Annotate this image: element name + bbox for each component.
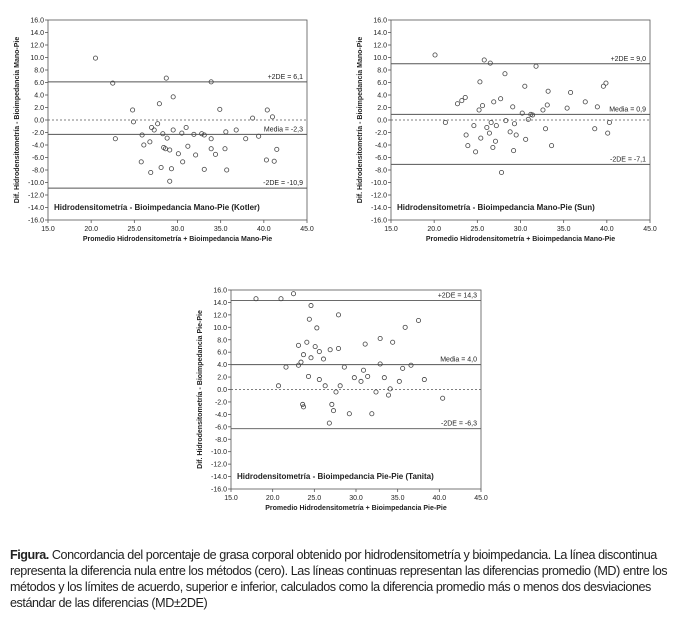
data-point xyxy=(328,348,332,352)
y-tick-label: 6.0 xyxy=(34,80,44,87)
y-tick-label: 10.0 xyxy=(30,55,44,62)
data-point xyxy=(169,167,173,171)
data-point xyxy=(479,136,483,140)
y-tick-label: -2.0 xyxy=(214,399,227,407)
data-point xyxy=(370,412,374,416)
x-tick-label: 20.0 xyxy=(265,495,280,502)
caption-text: Concordancia del porcentaje de grasa corporal obtenido por hidrodensitometría y bioimpedancia. La línea discontinua representa la diferencia nula entre los métodos (cero). Las líneas continuas representan las diferencias promedio (MD) entre los métodos y los límites de acuerdo, superior e inferior, calculados como la diferencia promedio más o menos dos desviaciones estándar de las diferencias (MD±2DE) xyxy=(10,548,668,610)
y-tick-label: 0.0 xyxy=(377,117,387,125)
agreement-line-label: Media = -2,3 xyxy=(263,126,303,134)
data-point xyxy=(347,412,351,416)
y-axis-label: Dif. Hidrodensitometría - Bioimpedancia Mano-Pie xyxy=(14,36,21,204)
x-tick-label: 15.0 xyxy=(384,226,398,233)
y-tick-label: 8.0 xyxy=(34,67,44,75)
data-point xyxy=(317,349,321,353)
data-point xyxy=(363,342,367,346)
data-point xyxy=(514,133,518,137)
data-point xyxy=(148,140,152,144)
x-tick-label: 25.0 xyxy=(307,495,322,502)
data-point xyxy=(503,72,507,76)
data-point xyxy=(161,132,165,136)
y-tick-label: 12.0 xyxy=(213,312,227,320)
y-tick-label: -4.0 xyxy=(214,411,227,419)
y-tick-label: -8.0 xyxy=(31,167,44,175)
data-point xyxy=(156,122,160,126)
y-axis-label: Dif. Hidrodensitometría - Bioimpedancia Mano-Pie xyxy=(357,36,364,204)
data-point xyxy=(202,167,206,171)
y-tick-label: -6.0 xyxy=(214,424,227,432)
y-tick-label: -12.0 xyxy=(371,192,387,200)
data-point xyxy=(315,326,319,330)
data-point xyxy=(477,108,481,112)
y-tick-label: 2.0 xyxy=(377,105,387,112)
agreement-line-label: +2DE = 9,0 xyxy=(610,55,646,63)
x-tick-label: 20.0 xyxy=(427,226,441,233)
data-point xyxy=(171,95,175,99)
y-tick-label: -14.0 xyxy=(371,205,387,212)
y-tick-label: 10.0 xyxy=(373,55,387,62)
data-point xyxy=(606,131,610,135)
data-point xyxy=(416,318,420,322)
data-point xyxy=(113,137,117,141)
data-point xyxy=(251,116,255,120)
data-point xyxy=(307,317,311,321)
data-point xyxy=(549,144,553,148)
x-tick-label: 45.0 xyxy=(300,226,314,233)
x-tick-label: 15.0 xyxy=(224,495,238,502)
x-tick-label: 35.0 xyxy=(213,226,228,233)
data-point xyxy=(489,120,493,124)
agreement-line-label: +2DE = 14,3 xyxy=(437,292,477,300)
data-point xyxy=(526,117,530,121)
data-point xyxy=(336,313,340,317)
y-tick-label: 8.0 xyxy=(217,337,227,345)
data-point xyxy=(583,100,587,104)
data-point xyxy=(223,147,227,151)
data-point xyxy=(164,76,168,80)
y-tick-label: 12.0 xyxy=(30,42,44,50)
data-point xyxy=(546,89,550,93)
data-point xyxy=(317,377,321,381)
x-tick-label: 30.0 xyxy=(170,226,185,233)
agreement-line-label: Media = 4,0 xyxy=(440,356,477,364)
data-point xyxy=(403,325,407,329)
data-point xyxy=(150,125,154,129)
data-point xyxy=(565,106,569,110)
data-point xyxy=(152,128,156,132)
chart-2 xyxy=(357,18,657,244)
data-point xyxy=(165,136,169,140)
data-point xyxy=(378,336,382,340)
data-point xyxy=(474,150,478,154)
x-tick-label: 35.0 xyxy=(556,226,571,233)
data-point xyxy=(480,104,484,108)
data-point xyxy=(359,379,363,383)
y-tick-label: 2.0 xyxy=(217,374,227,382)
data-point xyxy=(140,133,144,137)
data-point xyxy=(327,421,331,425)
y-tick-label: -14.0 xyxy=(211,474,227,482)
chart-title: Hidrodensitometría - Bioimpedancia Mano-Pie (Sun) xyxy=(397,203,595,212)
data-point xyxy=(352,376,356,380)
caption-label: Figura. xyxy=(10,548,49,562)
y-tick-label: 2.0 xyxy=(34,105,44,112)
data-point xyxy=(309,356,313,360)
y-tick-label: 4.0 xyxy=(34,92,44,100)
figure-caption xyxy=(10,547,672,611)
data-point xyxy=(225,168,229,172)
x-tick-label: 15.0 xyxy=(41,226,55,233)
data-point xyxy=(305,340,309,344)
data-point xyxy=(366,374,370,378)
data-point xyxy=(306,374,310,378)
data-point xyxy=(568,90,572,94)
x-tick-label: 40.0 xyxy=(432,495,447,502)
data-point xyxy=(301,402,305,406)
data-point xyxy=(441,396,445,400)
x-tick-label: 30.0 xyxy=(513,226,528,233)
y-tick-label: -16.0 xyxy=(211,486,227,494)
y-tick-label: -8.0 xyxy=(214,436,227,444)
data-point xyxy=(378,362,382,366)
data-point xyxy=(595,105,599,109)
data-point xyxy=(93,56,97,60)
data-point xyxy=(142,143,146,147)
data-point xyxy=(334,390,338,394)
data-point xyxy=(545,103,549,107)
y-tick-label: -16.0 xyxy=(28,217,44,225)
data-point xyxy=(391,340,395,344)
data-point xyxy=(499,97,503,101)
y-tick-label: -10.0 xyxy=(28,180,44,187)
data-point xyxy=(301,353,305,357)
x-axis-label: Promedio Hidrodensitometría + Bioimpedancia Mano-Pie xyxy=(425,236,616,243)
data-point xyxy=(168,179,172,183)
data-point xyxy=(422,377,426,381)
data-point xyxy=(512,122,516,126)
y-tick-label: 14.0 xyxy=(30,30,44,37)
data-point xyxy=(488,61,492,65)
data-point xyxy=(463,95,467,99)
x-axis-label: Promedio Hidrodensitometría + Bioimpedancia Pie-Pie xyxy=(265,505,447,512)
data-point xyxy=(504,119,508,123)
data-point xyxy=(313,344,317,348)
data-point xyxy=(218,107,222,111)
data-point xyxy=(321,357,325,361)
x-tick-label: 20.0 xyxy=(84,226,98,233)
data-point xyxy=(523,84,527,88)
data-point xyxy=(176,152,180,156)
data-point xyxy=(275,147,279,151)
agreement-line-label: Media = 0,9 xyxy=(609,106,646,114)
y-tick-label: 12.0 xyxy=(373,42,387,50)
y-tick-label: 6.0 xyxy=(377,80,387,87)
agreement-line-label: -2DE = -7,1 xyxy=(610,156,646,164)
y-tick-label: 14.0 xyxy=(213,299,227,307)
data-point xyxy=(171,128,175,132)
y-tick-label: -10.0 xyxy=(211,449,227,457)
data-point xyxy=(149,170,153,174)
data-point xyxy=(543,127,547,131)
y-tick-label: -12.0 xyxy=(28,192,44,200)
data-point xyxy=(494,124,498,128)
data-point xyxy=(131,120,135,124)
data-point xyxy=(291,292,295,296)
y-tick-label: -16.0 xyxy=(371,217,387,225)
data-point xyxy=(331,409,335,413)
x-tick-label: 45.0 xyxy=(643,226,657,233)
data-point xyxy=(309,303,313,307)
agreement-line-label: -2DE = -6,3 xyxy=(441,420,477,428)
data-point xyxy=(487,131,491,135)
chart-3 xyxy=(197,288,488,513)
data-point xyxy=(264,158,268,162)
data-point xyxy=(493,139,497,143)
data-point xyxy=(466,144,470,148)
data-point xyxy=(491,145,495,149)
data-point xyxy=(338,384,342,388)
data-point xyxy=(386,393,390,397)
data-point xyxy=(336,346,340,350)
y-axis-label: Dif. Hidrodensitometría - Bioimpedancia Pie-Pie xyxy=(197,310,204,469)
data-point xyxy=(244,137,248,141)
x-tick-label: 25.0 xyxy=(470,226,485,233)
chart-title: Hidrodensitometría - Bioimpedancia Mano-Pie (Kotler) xyxy=(54,203,260,212)
data-point xyxy=(455,102,459,106)
data-point xyxy=(433,53,437,57)
data-point xyxy=(276,384,280,388)
x-tick-label: 30.0 xyxy=(349,495,363,502)
data-point xyxy=(499,170,503,174)
y-tick-label: 8.0 xyxy=(377,67,387,75)
data-point xyxy=(382,376,386,380)
y-tick-label: 4.0 xyxy=(217,362,227,370)
data-point xyxy=(607,120,611,124)
data-point xyxy=(323,384,327,388)
data-point xyxy=(401,366,405,370)
data-point xyxy=(460,99,464,103)
data-point xyxy=(593,127,597,131)
data-point xyxy=(296,343,300,347)
data-point xyxy=(202,133,206,137)
x-axis-label: Promedio Hidrodensitometría + Bioimpedancia Mano-Pie xyxy=(82,236,273,243)
data-point xyxy=(224,130,228,134)
y-tick-label: 16.0 xyxy=(373,17,387,25)
data-point xyxy=(184,125,188,129)
y-tick-label: -4.0 xyxy=(374,142,387,150)
data-point xyxy=(492,100,496,104)
chart-title: Hidrodensitometría - Bioimpedancia Pie-Pie (Tanita) xyxy=(237,472,434,481)
y-tick-label: -10.0 xyxy=(371,180,387,187)
data-point xyxy=(524,137,528,141)
x-tick-label: 40.0 xyxy=(257,226,271,233)
data-point xyxy=(299,360,303,364)
data-point xyxy=(374,390,378,394)
data-point xyxy=(330,402,334,406)
data-point xyxy=(234,128,238,132)
y-tick-label: 4.0 xyxy=(377,92,387,100)
data-point xyxy=(139,160,143,164)
data-point xyxy=(541,108,545,112)
agreement-line-label: -2DE = -10,9 xyxy=(263,180,303,188)
data-point xyxy=(472,124,476,128)
y-tick-label: -14.0 xyxy=(28,205,44,212)
data-point xyxy=(157,102,161,106)
data-point xyxy=(284,365,288,369)
data-point xyxy=(511,149,515,153)
data-point xyxy=(511,105,515,109)
chart-1 xyxy=(14,18,314,244)
data-point xyxy=(361,368,365,372)
data-point xyxy=(209,147,213,151)
agreement-line-label: +2DE = 6,1 xyxy=(267,73,303,81)
y-tick-label: 16.0 xyxy=(213,287,227,295)
y-tick-label: -12.0 xyxy=(211,461,227,469)
data-point xyxy=(508,130,512,134)
data-point xyxy=(388,387,392,391)
data-point xyxy=(301,405,305,409)
data-point xyxy=(478,80,482,84)
data-point xyxy=(194,153,198,157)
x-tick-label: 40.0 xyxy=(600,226,614,233)
data-point xyxy=(209,137,213,141)
y-tick-label: -2.0 xyxy=(31,130,44,137)
data-point xyxy=(409,363,413,367)
y-tick-label: -6.0 xyxy=(31,155,44,162)
data-point xyxy=(464,133,468,137)
data-point xyxy=(443,120,447,124)
data-point xyxy=(534,64,538,68)
y-tick-label: 0.0 xyxy=(34,117,44,125)
data-point xyxy=(265,108,269,112)
y-tick-label: 14.0 xyxy=(373,30,387,37)
data-point xyxy=(213,152,217,156)
data-point xyxy=(159,165,163,169)
data-point xyxy=(482,58,486,62)
data-point xyxy=(200,132,204,136)
y-tick-label: -8.0 xyxy=(374,167,387,175)
y-tick-label: 16.0 xyxy=(30,17,44,25)
data-point xyxy=(270,115,274,119)
y-tick-label: 10.0 xyxy=(213,324,227,332)
data-point xyxy=(342,365,346,369)
data-point xyxy=(168,148,172,152)
data-point xyxy=(397,379,401,383)
y-tick-label: -4.0 xyxy=(31,142,44,150)
data-point xyxy=(485,125,489,129)
y-tick-label: 6.0 xyxy=(217,349,227,357)
data-point xyxy=(272,159,276,163)
data-point xyxy=(604,81,608,85)
x-tick-label: 25.0 xyxy=(127,226,142,233)
data-point xyxy=(131,108,135,112)
data-point xyxy=(186,144,190,148)
x-tick-label: 45.0 xyxy=(474,495,488,502)
data-point xyxy=(181,160,185,164)
y-tick-label: 0.0 xyxy=(217,387,227,394)
y-tick-label: -6.0 xyxy=(374,155,387,162)
x-tick-label: 35.0 xyxy=(390,495,405,502)
y-tick-label: -2.0 xyxy=(374,130,387,137)
